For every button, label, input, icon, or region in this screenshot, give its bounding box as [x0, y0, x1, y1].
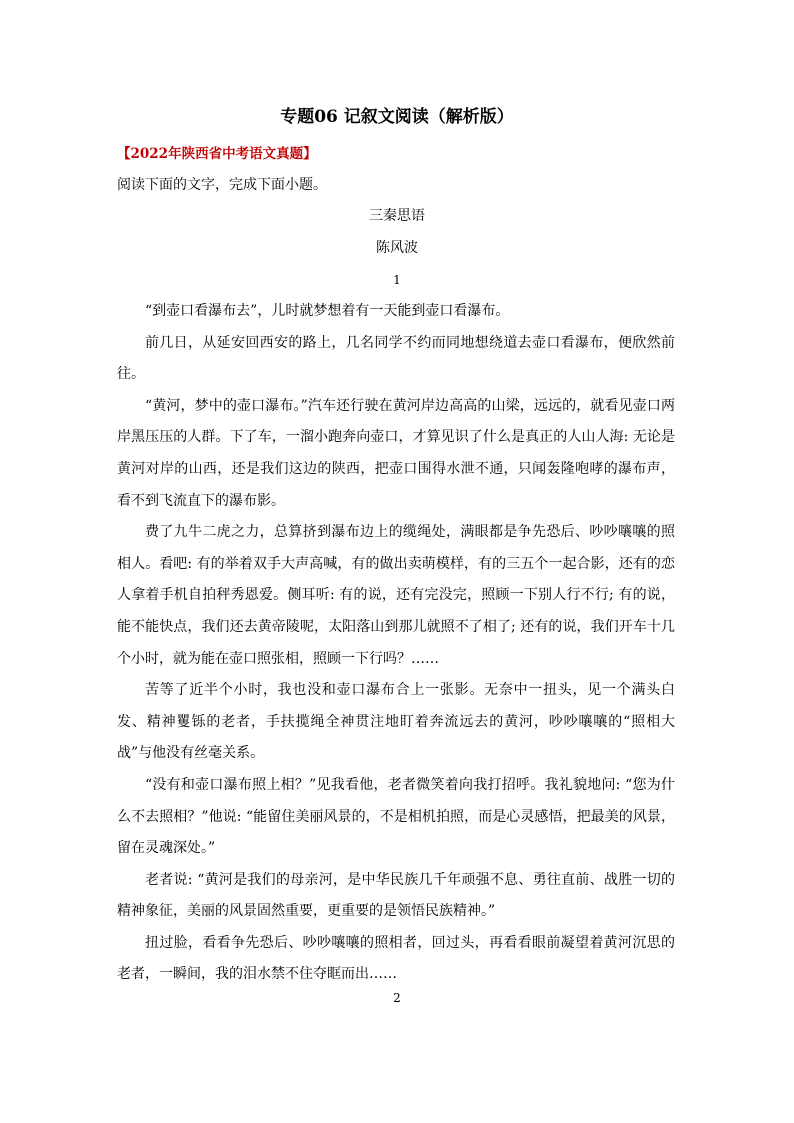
paragraph: 老者说: “黄河是我们的母亲河，是中华民族几千年顽强不息、勇往直前、战胜一切的精神象征，美丽的风景固然重要，更重要的是领悟民族精神。” — [117, 871, 675, 920]
article-title: 三秦思语 — [369, 208, 425, 224]
paragraph: 扭过脸，看看争先恐后、吵吵嚷嚷的照相者，回过头，再看看眼前凝望着黄河沉思的老者，一瞬间，我的泪水禁不住夺眶而出…… — [117, 934, 675, 983]
article-author: 陈风波 — [376, 240, 418, 256]
section-number-1: 1 — [393, 273, 401, 287]
section-number-2: 2 — [393, 991, 401, 1005]
exam-source-tag: 【2022年陕西省中考语文真题】 — [117, 146, 317, 162]
paragraph: “黄河，梦中的壶口瀑布。”汽车还行驶在黄河岸边高高的山梁，远远的，就看见壶口两岸黑压压的人群。下了车，一溜小跑奔向壶口，才算见识了什么是真正的人山人海: 无论是黄河对岸的山西，还是我们这边的陕西，把壶口围得水泄不通，只闻轰隆咆哮的瀑布声，看不到飞流直下的瀑布影。 — [117, 397, 675, 509]
paragraph: 苦等了近半个小时，我也没和壶口瀑布合上一张影。无奈中一扭头，见一个满头白发、精神矍铄的老者，手扶揽绳全神贯注地盯着奔流远去的黄河，吵吵嚷嚷的“照相大战”与他没有丝毫关系。 — [117, 682, 675, 762]
paragraph: 费了九牛二虎之力，总算挤到瀑布边上的缆绳处，满眼都是争先恐后、吵吵嚷嚷的照相人。看吧: 有的举着双手大声高喊，有的做出卖萌模样，有的三五个一起合影，还有的恋人拿着手机自拍秤秀恩爱。侧耳听: 有的说，还有完没完，照顾一下别人行不行; 有的说，能不能快点，我们还去黄帝陵呢，太阳落山到那儿就照不了相了; 还有的说，我们开车十几个小时，就为能在壶口照张相，照顾一下行吗？…… — [117, 524, 675, 667]
article-body — [117, 296, 675, 991]
document-title: 专题06 记叙文阅读（解析版） — [280, 107, 514, 127]
paragraph: “到壶口看瀑布去”，儿时就梦想着有一天能到壶口看瀑布。 — [145, 303, 510, 319]
paragraph: “没有和壶口瀑布照上相？”见我看他，老者微笑着向我打招呼。我礼貌地问: “您为什么不去照相？”他说: “能留住美丽风景的，不是相机拍照，而是心灵感悟，把最美的风景，留在灵魂深处。” — [117, 776, 675, 857]
paragraph: 前几日，从延安回西安的路上，几名同学不约而同地想绕道去壶口看瀑布，便欣然前往。 — [117, 334, 675, 383]
reading-instruction: 阅读下面的文字，完成下面小题。 — [117, 177, 327, 193]
